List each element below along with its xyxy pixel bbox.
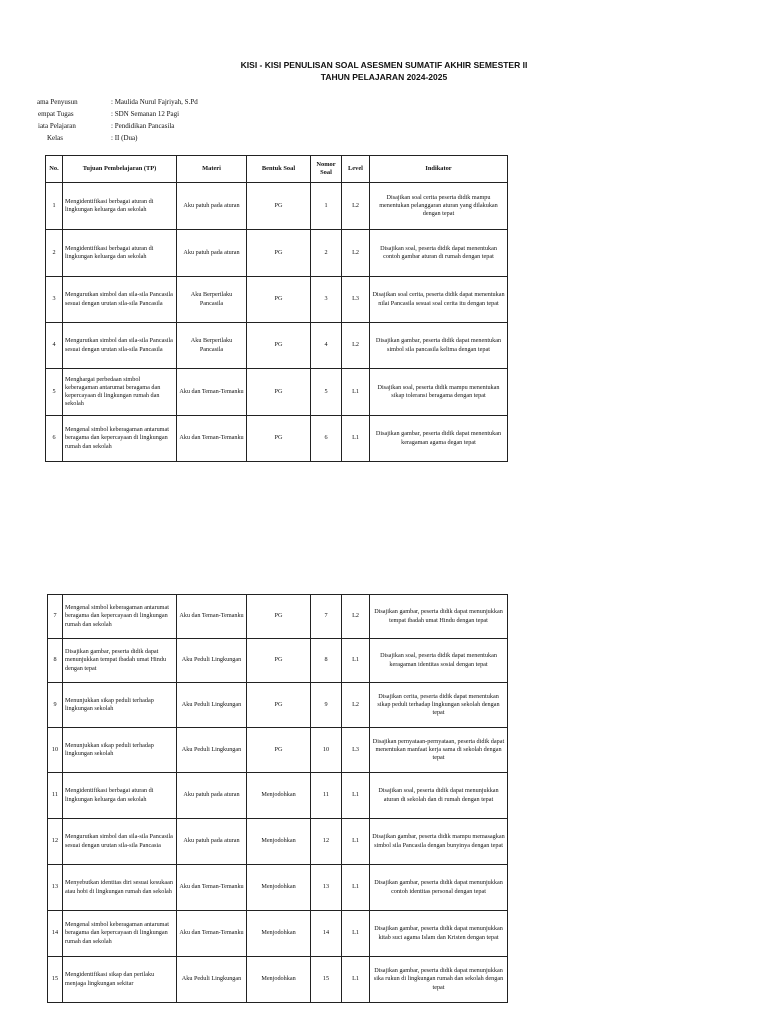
cell-level: L2: [342, 183, 370, 230]
kisi-table-2: [47, 594, 508, 1003]
document-title-line2: TAHUN PELAJARAN 2024-2025: [320, 72, 448, 82]
cell-bentuk: Menjodohkan: [247, 865, 311, 911]
table-row: [48, 595, 508, 639]
cell-nomor: 13: [311, 865, 342, 911]
cell-materi: Aku patuh pada aturan: [177, 819, 247, 865]
cell-no: 10: [48, 728, 63, 773]
cell-indikator: Disajikan soal cerita peserta didik mampu menentukan pelanggaran aturan yang dilakukan dengan tepat: [370, 183, 508, 230]
cell-nomor: 5: [311, 369, 342, 416]
cell-level: L2: [342, 683, 370, 728]
meta-value-mapel: : Pendidikan Pancasila: [111, 122, 175, 130]
table-row: [48, 911, 508, 957]
cell-level: L2: [342, 323, 370, 369]
cell-bentuk: Menjodohkan: [247, 911, 311, 957]
cell-bentuk: PG: [247, 683, 311, 728]
cell-level: L1: [342, 957, 370, 1003]
col-header-indikator: Indikator: [370, 156, 508, 183]
cell-indikator: Disajikan soal cerita, peserta didik dapat menentukan nilai Pancasila sesuai soal cerita itu dengan tepat: [370, 277, 508, 323]
cell-tp: Menunjukkan sikap peduli terhadap lingkungan sekolah: [63, 683, 177, 728]
cell-indikator: Disajikan gambar, peserta didik dapat menentukan simbol sila pancasila kelima dengan tepat: [370, 323, 508, 369]
cell-bentuk: Menjodohkan: [247, 957, 311, 1003]
cell-bentuk: PG: [247, 277, 311, 323]
cell-level: L1: [342, 773, 370, 819]
cell-nomor: 12: [311, 819, 342, 865]
cell-materi: Aku dan Teman-Temanku: [177, 911, 247, 957]
cell-tp: Mengenal simbol keberagaman antarumat beragama dan kepercayaan di lingkungan rumah dan sekolah: [63, 595, 177, 639]
cell-indikator: Disajikan cerita, peserta didik dapat menentukan sikap peduli terhadap lingkungan sekolah dengan tepat: [370, 683, 508, 728]
table-row: [48, 683, 508, 728]
cell-nomor: 15: [311, 957, 342, 1003]
cell-no: 3: [46, 277, 63, 323]
cell-no: 7: [48, 595, 63, 639]
cell-level: L1: [342, 911, 370, 957]
cell-no: 4: [46, 323, 63, 369]
cell-materi: Aku patuh pada aturan: [177, 183, 247, 230]
table-row: [46, 416, 508, 462]
cell-materi: Aku dan Teman-Temanku: [177, 369, 247, 416]
cell-tp: Mengurutkan simbol dan sila-sila Pancasila sesuai dengan urutan sila-sila Pancasila: [63, 323, 177, 369]
cell-level: L1: [342, 865, 370, 911]
cell-level: L2: [342, 595, 370, 639]
cell-tp: Mengurutkan simbol dan sila-sila Pancasila sesuai dengan urutan sila-sila Pancasia: [63, 819, 177, 865]
cell-level: L1: [342, 639, 370, 683]
col-header-level: Level: [342, 156, 370, 183]
document-title-line1: KISI - KISI PENULISAN SOAL ASESMEN SUMATIF AKHIR SEMESTER II: [240, 60, 528, 70]
table-row: [48, 639, 508, 683]
cell-bentuk: PG: [247, 728, 311, 773]
cell-materi: Aku Peduli Lingkungan: [177, 639, 247, 683]
cell-no: 11: [48, 773, 63, 819]
cell-level: L2: [342, 230, 370, 277]
cell-tp: Mengenal simbol keberagaman antarumat beragama dan kepercayaan di lingkungan rumah dan sekolah: [63, 911, 177, 957]
cell-level: L1: [342, 416, 370, 462]
cell-no: 1: [46, 183, 63, 230]
cell-indikator: Disajikan gambar, peserta didik dapat menentukan keragaman agama degan tepat: [370, 416, 508, 462]
cell-nomor: 1: [311, 183, 342, 230]
cell-materi: Aku dan Teman-Temanku: [177, 865, 247, 911]
cell-indikator: Disajikan gambar, peserta didik dapat menunjukkan kitab suci agama Islam dan Kristen dengan tepat: [370, 911, 508, 957]
cell-materi: Aku Peduli Lingkungan: [177, 728, 247, 773]
table-row: [46, 230, 508, 277]
col-header-materi: Materi: [177, 156, 247, 183]
cell-materi: Aku Peduli Lingkungan: [177, 957, 247, 1003]
cell-level: L3: [342, 277, 370, 323]
cell-nomor: 2: [311, 230, 342, 277]
cell-materi: Aku dan Teman-Temanku: [177, 595, 247, 639]
cell-no: 9: [48, 683, 63, 728]
cell-bentuk: Menjodohkan: [247, 773, 311, 819]
cell-tp: Mengidentifikasi berbagai aturan di lingkungan keluarga dan sekolah: [63, 183, 177, 230]
table-row: [48, 728, 508, 773]
table-row: [46, 323, 508, 369]
cell-nomor: 14: [311, 911, 342, 957]
cell-materi: Aku Berperilaku Pancasila: [177, 323, 247, 369]
cell-bentuk: PG: [247, 595, 311, 639]
cell-no: 6: [46, 416, 63, 462]
cell-bentuk: PG: [247, 369, 311, 416]
cell-tp: Menunjukkan sikap peduli terhadap lingkungan sekolah: [63, 728, 177, 773]
table-row: [46, 369, 508, 416]
cell-tp: Menyebutkan identitas diri sesuai kesukaan atau hobi di lingkungan rumah dan sekolah: [63, 865, 177, 911]
cell-level: L1: [342, 819, 370, 865]
col-header-tp: Tujuan Pembelajaran (TP): [63, 156, 177, 183]
cell-nomor: 3: [311, 277, 342, 323]
cell-tp: Mengenal simbol keberagaman antarumat beragama dan kepercayaan di lingkungan rumah dan sekolah: [63, 416, 177, 462]
meta-label-mapel: iata Pelajaran: [38, 122, 76, 130]
cell-indikator: Disajikan gambar, peserta didik dapat menunjukkan tempat ibadah umat Hindu dengan tepat: [370, 595, 508, 639]
cell-bentuk: PG: [247, 230, 311, 277]
table-row: [46, 277, 508, 323]
cell-no: 14: [48, 911, 63, 957]
kisi-table-1: [45, 155, 508, 462]
cell-indikator: Disajikan gambar, peserta didik dapat menunjukkan sika rukun di lingkungan rumah dan sekolah dengan tepat: [370, 957, 508, 1003]
cell-nomor: 10: [311, 728, 342, 773]
meta-block: [0, 96, 300, 146]
table-row: [48, 773, 508, 819]
cell-no: 5: [46, 369, 63, 416]
table-row: [48, 865, 508, 911]
cell-bentuk: PG: [247, 323, 311, 369]
cell-tp: Menghargai perbedaan simbol keberagaman antarumat beragama dan kepercayaan di lingkungan rumah dan sekolah: [63, 369, 177, 416]
col-header-bentuk: Bentuk Soal: [247, 156, 311, 183]
meta-value-tempat: : SDN Semanan 12 Pagi: [111, 110, 180, 118]
cell-bentuk: Menjodohkan: [247, 819, 311, 865]
cell-indikator: Disajikan gambar, peserta didik dapat menunjukkan contoh identitas personal dengan tepat: [370, 865, 508, 911]
cell-bentuk: PG: [247, 183, 311, 230]
cell-materi: Aku Peduli Lingkungan: [177, 683, 247, 728]
col-header-no: No.: [46, 156, 63, 183]
cell-nomor: 7: [311, 595, 342, 639]
meta-value-kelas: : II (Dua): [111, 134, 138, 142]
cell-nomor: 9: [311, 683, 342, 728]
meta-label-penyusun: ama Penyusun: [37, 98, 78, 106]
cell-no: 8: [48, 639, 63, 683]
cell-indikator: Disajikan pernyataan-pernyataan, peserta didik dapat menentukan manfaat kerja sama di sekolah dengan tepat: [370, 728, 508, 773]
cell-no: 15: [48, 957, 63, 1003]
cell-indikator: Disajikan soal, peserta didik mampu menentukan sikap toleransi beragama dengan tepat: [370, 369, 508, 416]
cell-materi: Aku dan Teman-Temanku: [177, 416, 247, 462]
cell-indikator: Disajikan soal, peserta didik dapat menentukan contoh gambar aturan di rumah dengan tepat: [370, 230, 508, 277]
cell-nomor: 11: [311, 773, 342, 819]
meta-value-penyusun: : Maulida Nurul Fajriyah, S.Pd: [111, 98, 198, 106]
table-row: [46, 183, 508, 230]
cell-indikator: Disajikan soal, peserta didik dapat menentukan keragaman identitas sosial dengan tepat: [370, 639, 508, 683]
cell-nomor: 4: [311, 323, 342, 369]
cell-no: 13: [48, 865, 63, 911]
cell-nomor: 8: [311, 639, 342, 683]
cell-tp: Mengurutkan simbol dan sila-sila Pancasila sesuai dengan urutan sila-sila Pancasila: [63, 277, 177, 323]
cell-bentuk: PG: [247, 639, 311, 683]
table-row: [48, 957, 508, 1003]
cell-no: 2: [46, 230, 63, 277]
cell-no: 12: [48, 819, 63, 865]
cell-indikator: Disajikan soal, peserta didik dapat menunjukkan aturan di sekolah dan di rumah dengan tepat: [370, 773, 508, 819]
col-header-nomor: Nomor Soal: [311, 156, 342, 183]
cell-materi: Aku patuh pada aturan: [177, 230, 247, 277]
cell-materi: Aku patuh pada aturan: [177, 773, 247, 819]
cell-tp: Mengidentifikasi berbagai aturan di lingkungan keluarga dan sekolah: [63, 773, 177, 819]
cell-level: L1: [342, 369, 370, 416]
meta-label-tempat: empat Tugas: [38, 110, 74, 118]
table-header-row: [46, 156, 508, 183]
cell-tp: Disajikan gambar, peserta didik dapat menunjukkan tempat ibadah umat Hindu dengan tepat: [63, 639, 177, 683]
table-row: [48, 819, 508, 865]
meta-label-kelas: Kelas: [47, 134, 63, 142]
cell-level: L3: [342, 728, 370, 773]
cell-bentuk: PG: [247, 416, 311, 462]
cell-tp: Mengidentifikasi sikap dan perilaku menjaga lingkungan sekitar: [63, 957, 177, 1003]
cell-materi: Aku Berperilaku Pancasila: [177, 277, 247, 323]
cell-indikator: Disajikan gambar, peserta didik mampu memasagkan simbol sila Pancasila dengan bunyinya dengan tepat: [370, 819, 508, 865]
cell-nomor: 6: [311, 416, 342, 462]
cell-tp: Mengidentifikasi berbagai aturan di lingkungan keluarga dan sekolah: [63, 230, 177, 277]
